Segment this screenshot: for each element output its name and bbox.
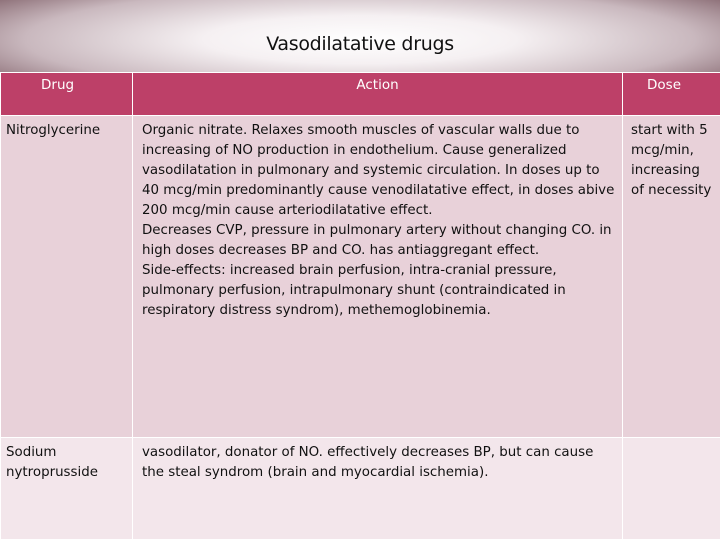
- drug-cell: Sodium nytroprusside: [1, 438, 133, 540]
- table-header-row: [1, 73, 720, 116]
- dose-cell: [623, 438, 720, 540]
- drugs-table: [0, 72, 720, 540]
- action-cell: [133, 438, 623, 540]
- action-paragraph: Organic nitrate. Relaxes smooth muscles of vascular walls due to increasing of NO production in endothelium. Cause generalized vasodilatation in pulmonary and systemic circulation. In doses up to 40 mcg/min predominantly cause venodilatative effect, in doses abive 200 mcg/min cause arteriodilatative effect.: [142, 123, 615, 218]
- drug-cell: Nitroglycerine: [1, 116, 133, 438]
- dose-cell: start with 5 mcg/min, increasing of necessity: [623, 116, 720, 438]
- action-paragraph: Side-effects: increased brain perfusion, intra-cranial pressure, pulmonary perfusion, intrapulmonary shunt (contraindicated in respiratory distress syndrom), methemoglobinemia.: [142, 263, 566, 318]
- action-paragraph: Decreases CVP, pressure in pulmonary artery without changing CO. in high doses decreases BP and CO. has antiaggregant effect.: [142, 223, 612, 258]
- action-cell: [133, 116, 623, 438]
- header-action: Action: [133, 73, 623, 116]
- action-paragraph: vasodilator, donator of NO. effectively decreases BP, but can cause the steal syndrom (brain and myocardial ischemia).: [142, 445, 594, 480]
- header-dose: Dose: [623, 73, 720, 116]
- table-row: [1, 438, 720, 540]
- table-row: [1, 116, 720, 438]
- page-title: Vasodilatative drugs: [266, 33, 454, 55]
- header-drug: Drug: [1, 73, 133, 116]
